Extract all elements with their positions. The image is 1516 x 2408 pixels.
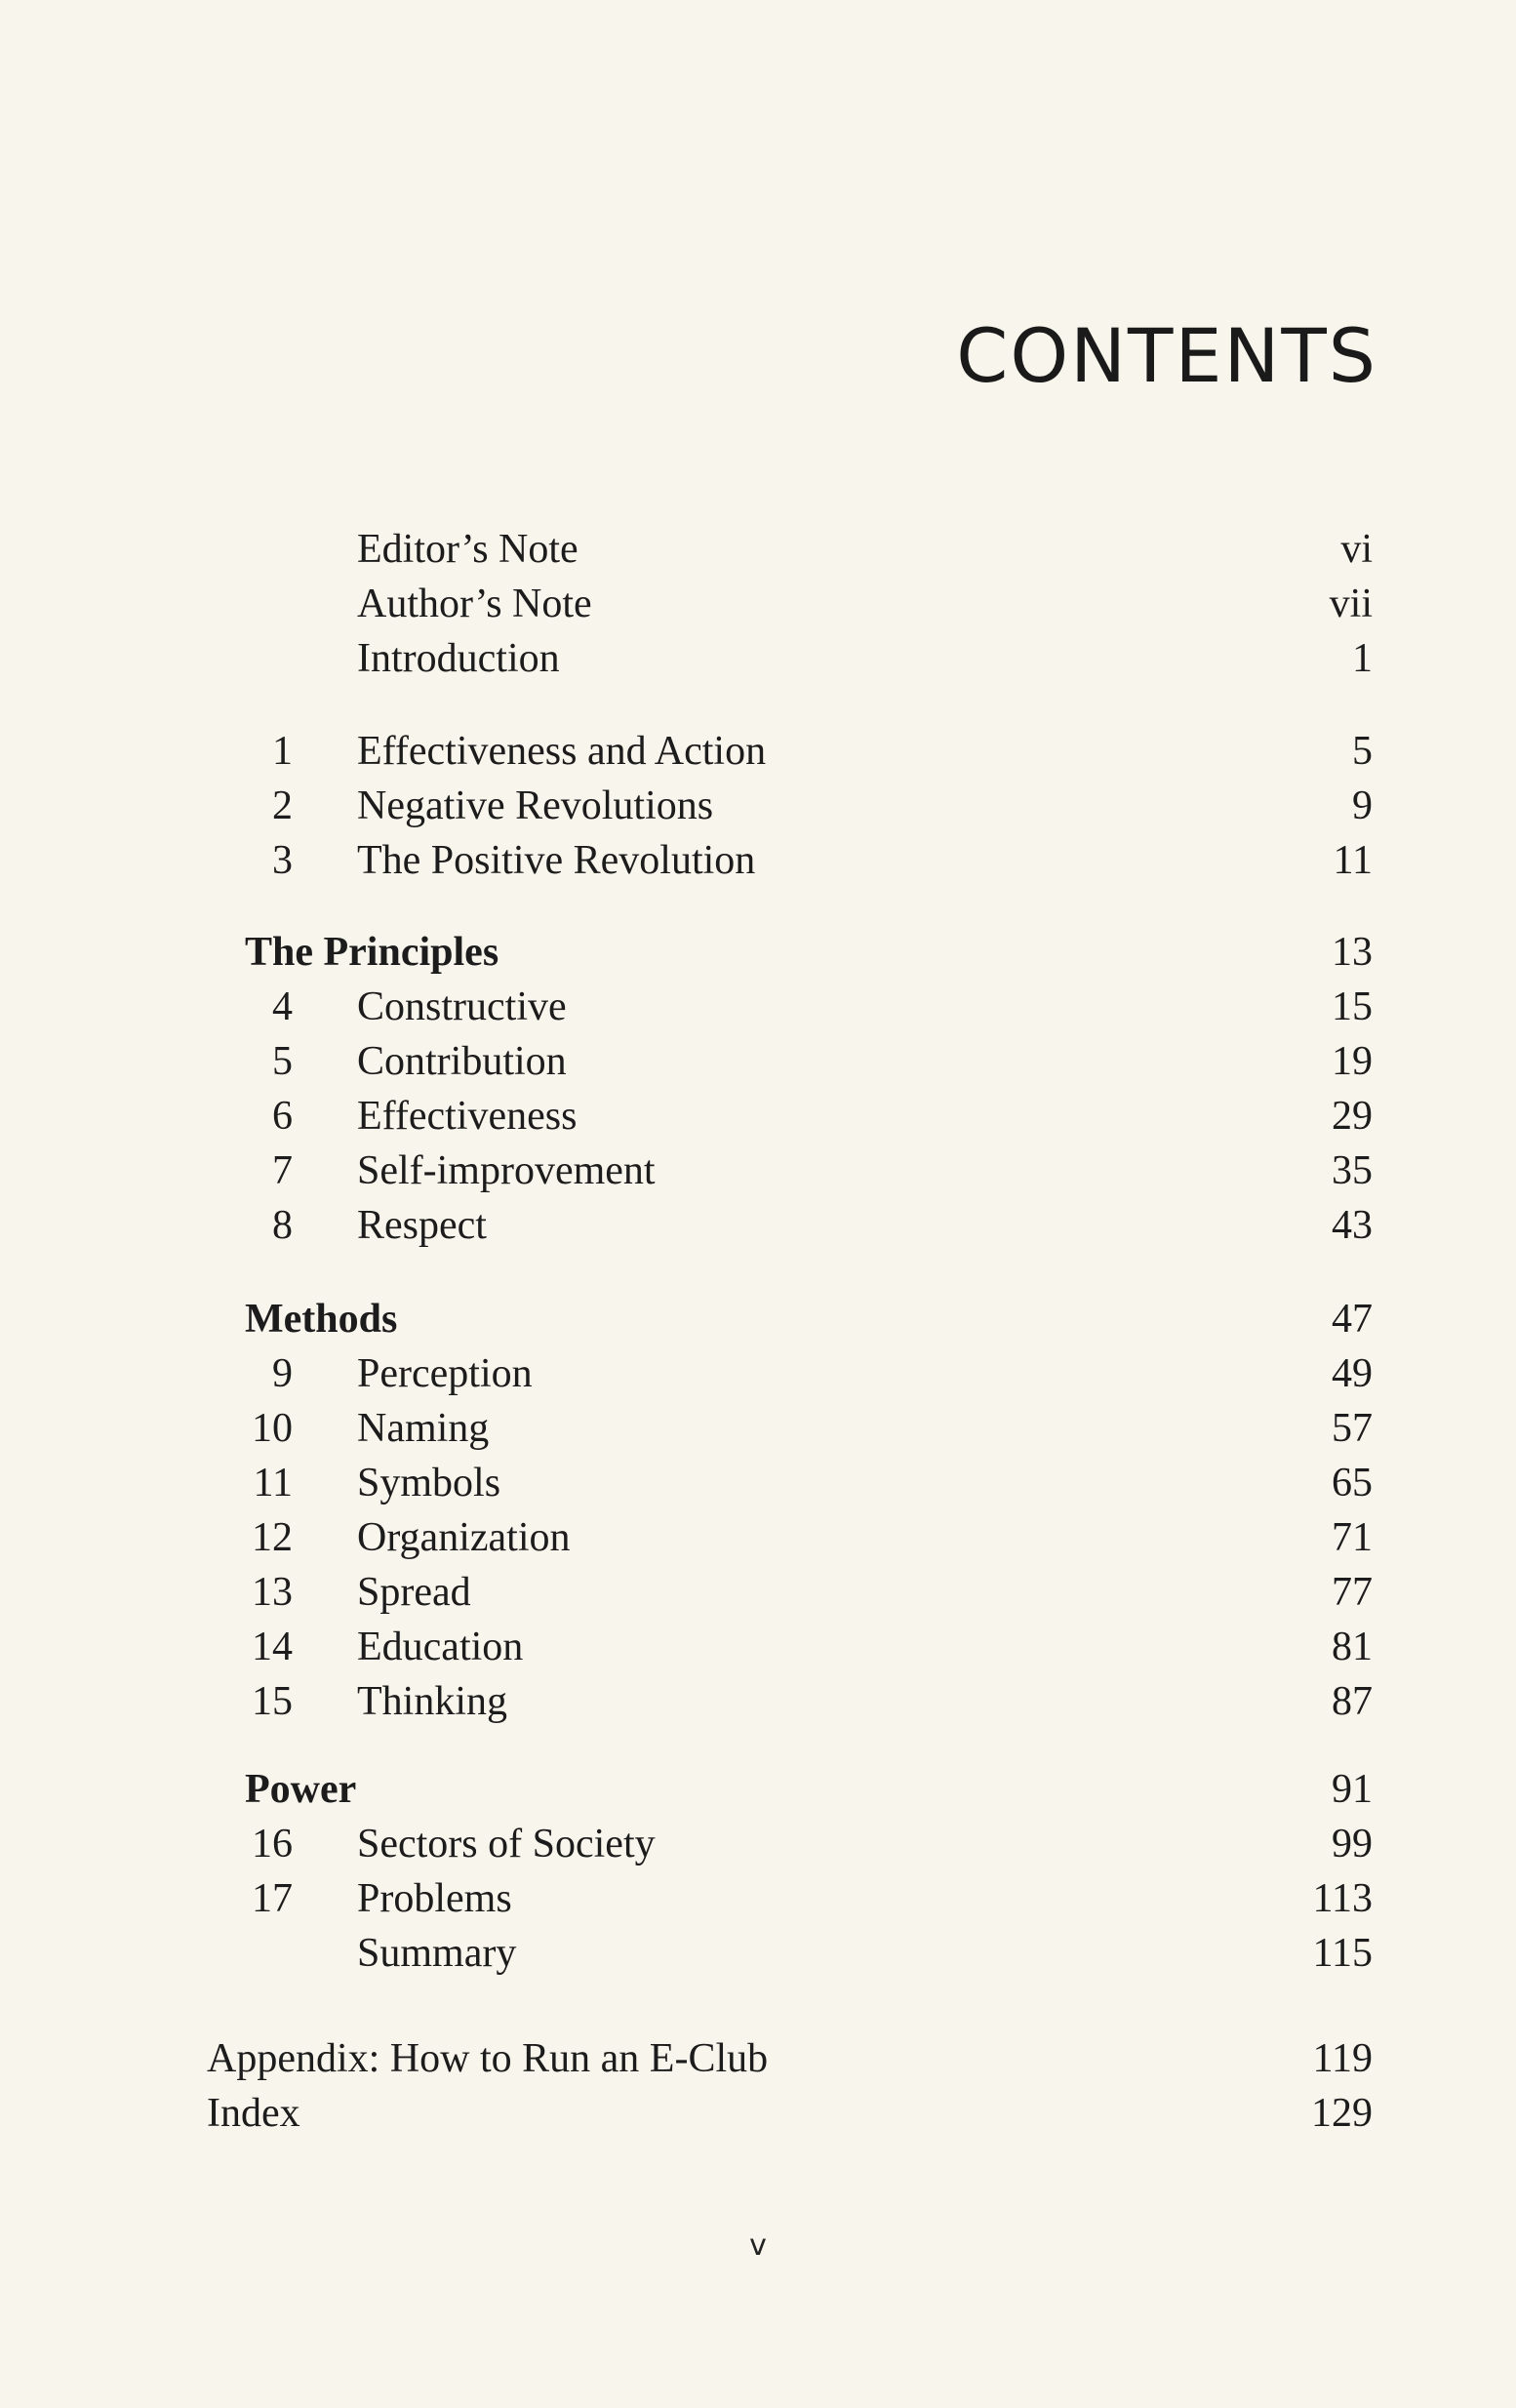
toc-entry-title: Spread bbox=[357, 1570, 471, 1615]
toc-entry bbox=[0, 1089, 1516, 1144]
toc-section-heading bbox=[0, 1292, 1516, 1346]
toc-entry-title: Perception bbox=[357, 1351, 533, 1396]
toc-entry-title: Naming bbox=[357, 1406, 490, 1451]
toc-entry bbox=[0, 1456, 1516, 1510]
toc-entry-title: Introduction bbox=[357, 636, 560, 681]
toc-entry bbox=[0, 1144, 1516, 1198]
toc-chapter-number: 10 bbox=[252, 1406, 293, 1451]
toc-section-heading bbox=[0, 1762, 1516, 1817]
toc-entry-title: The Positive Revolution bbox=[357, 838, 756, 883]
toc-entry-title: Editor’s Note bbox=[357, 527, 578, 572]
toc-entry-title: Thinking bbox=[357, 1679, 507, 1724]
toc-chapter-number: 13 bbox=[252, 1570, 293, 1615]
toc-entry-title: Constructive bbox=[357, 984, 567, 1029]
toc-entry-title: Summary bbox=[357, 1931, 517, 1976]
toc-entry-title: Education bbox=[357, 1625, 524, 1669]
toc-chapter-number: 17 bbox=[252, 1876, 293, 1921]
toc-entry-title: Appendix: How to Run an E-Club bbox=[207, 2036, 769, 2081]
toc-chapter-number: 7 bbox=[272, 1148, 293, 1193]
toc-entry-title: Methods bbox=[245, 1297, 398, 1342]
toc-page-number: 99 bbox=[1332, 1822, 1373, 1866]
toc-entry bbox=[0, 1565, 1516, 1620]
toc-entry-title: Author’s Note bbox=[357, 582, 592, 626]
toc-entry-title: Index bbox=[207, 2091, 300, 2136]
toc-page-number: 71 bbox=[1332, 1515, 1373, 1560]
toc-entry bbox=[0, 779, 1516, 833]
toc-chapter-number: 11 bbox=[253, 1461, 293, 1505]
toc-entry-title: Problems bbox=[357, 1876, 512, 1921]
toc-entry-title: Symbols bbox=[357, 1461, 501, 1505]
toc-page-number: 77 bbox=[1332, 1570, 1373, 1615]
toc-chapter-number: 2 bbox=[272, 783, 293, 828]
toc-entry-title: Sectors of Society bbox=[357, 1822, 656, 1866]
toc-chapter-number: 3 bbox=[272, 838, 293, 883]
toc-chapter-number: 9 bbox=[272, 1351, 293, 1396]
toc-page-number: 9 bbox=[1352, 783, 1373, 828]
toc-page-number: 47 bbox=[1332, 1297, 1373, 1342]
toc-entry bbox=[0, 1346, 1516, 1401]
toc-entry-title: Self-improvement bbox=[357, 1148, 656, 1193]
toc-entry bbox=[0, 1871, 1516, 1926]
toc-page-number: 35 bbox=[1332, 1148, 1373, 1193]
toc-page-number: 87 bbox=[1332, 1679, 1373, 1724]
toc-page-number: 19 bbox=[1332, 1039, 1373, 1084]
toc-entry-title: Effectiveness bbox=[357, 1094, 578, 1139]
toc-page-number: 15 bbox=[1332, 984, 1373, 1029]
toc-entry bbox=[0, 724, 1516, 779]
toc-entry-title: Effectiveness and Action bbox=[357, 729, 767, 774]
toc-entry-title: Power bbox=[245, 1767, 357, 1812]
toc-chapter-number: 12 bbox=[252, 1515, 293, 1560]
toc-page-number: 1 bbox=[1352, 636, 1373, 681]
toc-chapter-number: 16 bbox=[252, 1822, 293, 1866]
toc-entry bbox=[0, 1817, 1516, 1871]
toc-page-number: 119 bbox=[1312, 2036, 1373, 2081]
toc-entry bbox=[0, 1198, 1516, 1253]
toc-entry bbox=[0, 1926, 1516, 1981]
toc-entry bbox=[0, 631, 1516, 686]
toc-entry bbox=[0, 1620, 1516, 1674]
toc-entry-title: Respect bbox=[357, 1203, 487, 1248]
toc-chapter-number: 15 bbox=[252, 1679, 293, 1724]
toc-entry bbox=[0, 1510, 1516, 1565]
toc-chapter-number: 6 bbox=[272, 1094, 293, 1139]
toc-page-number: 13 bbox=[1332, 930, 1373, 975]
toc-chapter-number: 1 bbox=[272, 729, 293, 774]
toc-page-number: 129 bbox=[1311, 2091, 1373, 2136]
toc-entry bbox=[0, 980, 1516, 1034]
toc-entry bbox=[0, 2086, 1516, 2141]
toc-page-number: 11 bbox=[1333, 838, 1373, 883]
toc-entry bbox=[0, 833, 1516, 888]
toc-chapter-number: 5 bbox=[272, 1039, 293, 1084]
toc-page-number: 5 bbox=[1352, 729, 1373, 774]
toc-chapter-number: 14 bbox=[252, 1625, 293, 1669]
page-title: CONTENTS bbox=[956, 312, 1377, 399]
toc-page-number: 81 bbox=[1332, 1625, 1373, 1669]
toc-entry-title: Contribution bbox=[357, 1039, 567, 1084]
toc-chapter-number: 8 bbox=[272, 1203, 293, 1248]
toc-entry bbox=[0, 1401, 1516, 1456]
toc-page-number: 91 bbox=[1332, 1767, 1373, 1812]
toc-page-number: vii bbox=[1329, 582, 1373, 626]
toc-section-heading bbox=[0, 925, 1516, 980]
toc-page-number: 115 bbox=[1312, 1931, 1373, 1976]
toc-page-number: 43 bbox=[1332, 1203, 1373, 1248]
toc-entry bbox=[0, 1674, 1516, 1729]
toc-entry-title: Negative Revolutions bbox=[357, 783, 714, 828]
toc-entry-title: Organization bbox=[357, 1515, 571, 1560]
toc-page-number: 49 bbox=[1332, 1351, 1373, 1396]
page-number: v bbox=[749, 2228, 767, 2263]
toc-page-number: 57 bbox=[1332, 1406, 1373, 1451]
toc-page-number: 113 bbox=[1312, 1876, 1373, 1921]
toc-page-number: 29 bbox=[1332, 1094, 1373, 1139]
toc-chapter-number: 4 bbox=[272, 984, 293, 1029]
toc-entry bbox=[0, 577, 1516, 631]
toc-entry bbox=[0, 1034, 1516, 1089]
toc-entry bbox=[0, 522, 1516, 577]
toc-page-number: vi bbox=[1340, 527, 1373, 572]
toc-entry-title: The Principles bbox=[245, 930, 499, 975]
toc-page-number: 65 bbox=[1332, 1461, 1373, 1505]
toc-entry bbox=[0, 2031, 1516, 2086]
